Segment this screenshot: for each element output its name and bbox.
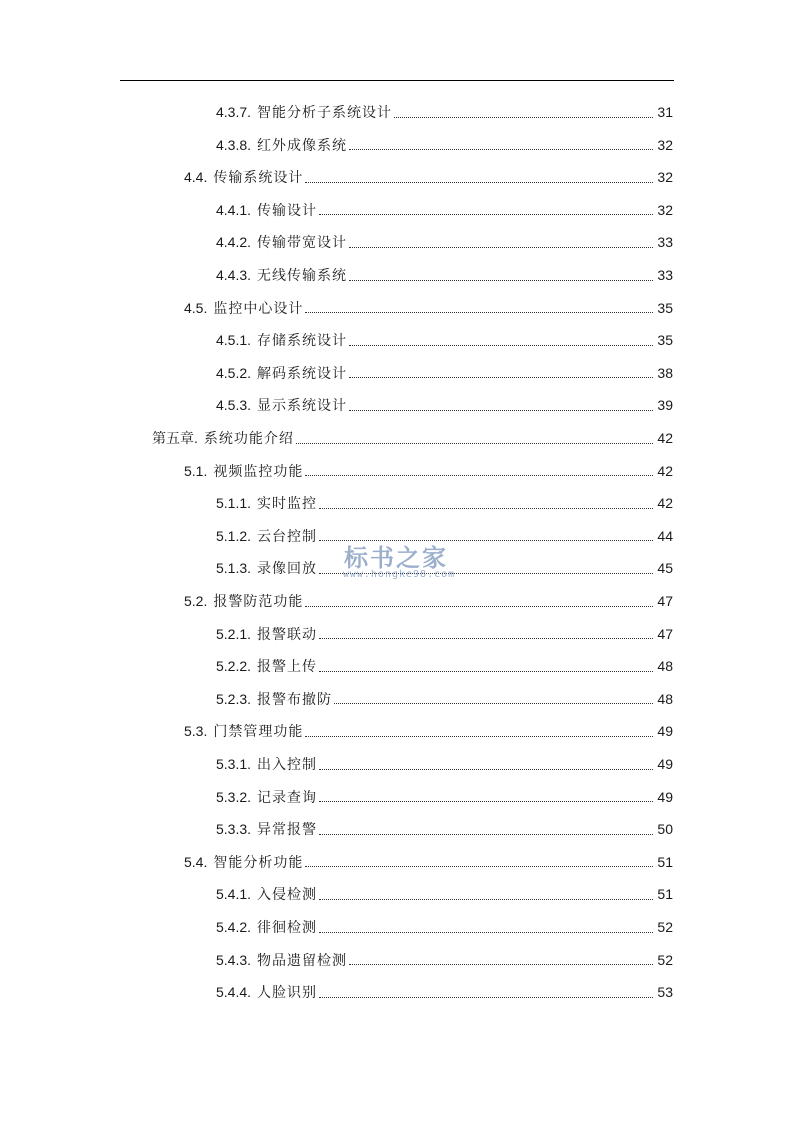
toc-dot-leader [319, 638, 653, 639]
toc-entry[interactable] [216, 683, 673, 715]
toc-entry-page-number: 32 [657, 169, 673, 186]
toc-entry-page-number: 33 [657, 234, 673, 251]
toc-entry-page-number: 49 [657, 788, 673, 805]
toc-dot-leader [319, 899, 653, 900]
toc-entry-title: 显示系统设计 [257, 398, 348, 415]
toc-entry-number: 5.4.1. [216, 886, 252, 903]
toc-entry-title: 报警防范功能 [213, 594, 304, 610]
toc-entry[interactable] [216, 487, 673, 519]
toc-dot-leader [349, 247, 653, 248]
toc-entry-page-number: 49 [657, 723, 673, 740]
toc-entry-number: 5.3.1. [216, 756, 252, 772]
toc-entry-title: 监控中心设计 [213, 300, 304, 317]
toc-entry[interactable] [184, 161, 673, 193]
toc-entry-page-number: 38 [657, 364, 673, 381]
toc-entry-title: 无线传输系统 [257, 268, 348, 284]
toc-entry-title: 系统功能介绍 [203, 431, 294, 447]
toc-dot-leader [305, 736, 653, 737]
toc-entry[interactable] [216, 96, 673, 128]
toc-entry-number: 5.2.1. [216, 625, 252, 642]
toc-dot-leader [349, 149, 653, 150]
toc-entry-page-number: 35 [657, 299, 673, 316]
toc-entry-title: 智能分析功能 [213, 854, 304, 871]
toc-entry-number: 5.1.3. [216, 560, 252, 577]
toc-entry-title: 入侵检测 [257, 887, 318, 904]
toc-entry-number: 5.4. [184, 853, 208, 870]
toc-entry[interactable] [216, 813, 673, 845]
toc-entry-title: 传输设计 [257, 202, 318, 219]
toc-dot-leader [319, 769, 653, 770]
toc-entry[interactable] [184, 585, 673, 617]
toc-dot-leader [334, 703, 653, 704]
toc-entry-page-number: 35 [657, 332, 673, 349]
toc-dot-leader [349, 410, 653, 411]
toc-entry-number: 第五章. [152, 430, 198, 446]
watermark-url: www.hongke98.com [342, 569, 456, 580]
toc-entry-title: 传输带宽设计 [257, 235, 348, 252]
toc-entry[interactable] [184, 455, 673, 487]
toc-entry-page-number: 42 [657, 462, 673, 479]
toc-entry-title: 出入控制 [257, 757, 318, 773]
toc-entry-number: 4.4. [184, 169, 208, 186]
toc-entry[interactable] [216, 618, 673, 650]
toc-entry[interactable] [216, 226, 673, 258]
toc-entry[interactable] [216, 781, 673, 813]
toc-entry-number: 5.1.1. [216, 495, 252, 512]
toc-entry[interactable] [216, 552, 673, 584]
toc-dot-leader [349, 345, 653, 346]
toc-entry[interactable] [216, 878, 673, 910]
toc-entry-page-number: 52 [657, 951, 673, 968]
toc-entry-title: 报警布撤防 [257, 691, 333, 708]
toc-entry-number: 5.2.2. [216, 658, 252, 675]
toc-dot-leader [319, 932, 653, 933]
toc-entry[interactable] [216, 259, 673, 291]
toc-entry-number: 4.4.1. [216, 201, 252, 218]
toc-entry-title: 红外成像系统 [257, 137, 348, 154]
toc-entry-title: 报警上传 [257, 659, 318, 676]
toc-dot-leader [305, 182, 653, 183]
toc-entry-number: 4.4.3. [216, 267, 252, 283]
toc-entry-title: 报警联动 [257, 626, 318, 643]
toc-entry-title: 记录查询 [257, 789, 318, 806]
toc-entry-number: 4.5.2. [216, 364, 252, 381]
toc-entry[interactable] [216, 520, 673, 552]
toc-entry-page-number: 47 [657, 625, 673, 642]
toc-entry-page-number: 51 [657, 853, 673, 870]
toc-entry-number: 4.4.2. [216, 234, 252, 251]
toc-entry-number: 5.2. [184, 593, 208, 609]
toc-entry-page-number: 48 [657, 658, 673, 675]
toc-entry-page-number: 31 [657, 104, 673, 120]
toc-dot-leader [305, 475, 653, 476]
toc-entry-title: 录像回放 [257, 561, 318, 578]
toc-entry-page-number: 39 [657, 397, 673, 414]
toc-entry[interactable] [216, 324, 673, 356]
toc-entry-page-number: 44 [657, 527, 673, 544]
toc-entry-title: 解码系统设计 [257, 365, 348, 382]
toc-entry[interactable] [152, 422, 673, 454]
toc-entry-title: 异常报警 [257, 822, 318, 839]
toc-entry-number: 5.4.4. [216, 984, 252, 1001]
toc-dot-leader [319, 214, 653, 215]
toc-entry[interactable] [216, 976, 673, 1008]
header-rule [120, 80, 674, 81]
toc-entry[interactable] [216, 911, 673, 943]
toc-dot-leader [319, 834, 653, 835]
toc-entry-number: 4.5.1. [216, 332, 252, 349]
toc-entry-page-number: 42 [657, 430, 673, 446]
toc-entry-number: 5.1. [184, 462, 208, 479]
toc-entry-page-number: 51 [657, 886, 673, 903]
toc-entry[interactable] [216, 944, 673, 976]
toc-entry[interactable] [184, 292, 673, 324]
toc-entry-page-number: 53 [657, 984, 673, 1001]
toc-entry-title: 智能分析子系统设计 [257, 105, 393, 121]
toc-entry-title: 实时监控 [257, 496, 318, 513]
toc-entry-page-number: 49 [657, 756, 673, 772]
toc-dot-leader [319, 671, 653, 672]
toc-entry-number: 4.3.8. [216, 136, 252, 153]
toc-entry-title: 门禁管理功能 [213, 724, 304, 741]
toc-entry-title: 物品遗留检测 [257, 952, 348, 969]
toc-entry-page-number: 45 [657, 560, 673, 577]
toc-entry-number: 5.3. [184, 723, 208, 740]
toc-entry-title: 传输系统设计 [213, 170, 304, 187]
toc-entry[interactable] [216, 129, 673, 161]
toc-dot-leader [305, 866, 653, 867]
toc-entry-page-number: 42 [657, 495, 673, 512]
toc-dot-leader [319, 573, 653, 574]
toc-entry[interactable] [216, 194, 673, 226]
toc-entry-number: 5.2.3. [216, 690, 252, 707]
toc-dot-leader [319, 508, 653, 509]
toc-entry-page-number: 52 [657, 919, 673, 935]
toc-dot-leader [305, 606, 653, 607]
toc-entry-title: 徘徊检测 [257, 920, 318, 936]
toc-dot-leader [319, 997, 653, 998]
watermark-logo-text: 标书之家 [344, 544, 448, 572]
toc-entry-number: 4.5. [184, 299, 208, 316]
toc-entry[interactable] [216, 357, 673, 389]
toc-entry[interactable] [216, 748, 673, 780]
toc-entry-number: 5.1.2. [216, 527, 252, 544]
toc-entry[interactable] [216, 389, 673, 421]
toc-entry[interactable] [184, 846, 673, 878]
toc-dot-leader [349, 964, 653, 965]
toc-entry-number: 5.4.3. [216, 951, 252, 968]
toc-entry-number: 5.3.2. [216, 788, 252, 805]
toc-entry-number: 5.4.2. [216, 919, 252, 935]
toc-entry-title: 存储系统设计 [257, 333, 348, 350]
toc-entry-page-number: 50 [657, 821, 673, 838]
toc-entry-page-number: 33 [657, 267, 673, 283]
toc-entry-page-number: 47 [657, 593, 673, 609]
toc-dot-leader [296, 443, 654, 444]
toc-entry-number: 4.5.3. [216, 397, 252, 414]
toc-entry[interactable] [184, 715, 673, 747]
toc-dot-leader [319, 801, 653, 802]
toc-entry[interactable] [216, 650, 673, 682]
toc-entry-page-number: 32 [657, 201, 673, 218]
toc-dot-leader [319, 540, 653, 541]
toc-dot-leader [349, 280, 653, 281]
toc-dot-leader [349, 377, 653, 378]
toc-entry-title: 云台控制 [257, 528, 318, 545]
toc-entry-title: 人脸识别 [257, 985, 318, 1002]
toc-dot-leader [394, 117, 653, 118]
toc-dot-leader [305, 312, 653, 313]
toc-entry-number: 4.3.7. [216, 104, 252, 120]
toc-entry-page-number: 32 [657, 136, 673, 153]
toc-entry-page-number: 48 [657, 690, 673, 707]
toc-entry-number: 5.3.3. [216, 821, 252, 838]
toc-entry-title: 视频监控功能 [213, 463, 304, 480]
